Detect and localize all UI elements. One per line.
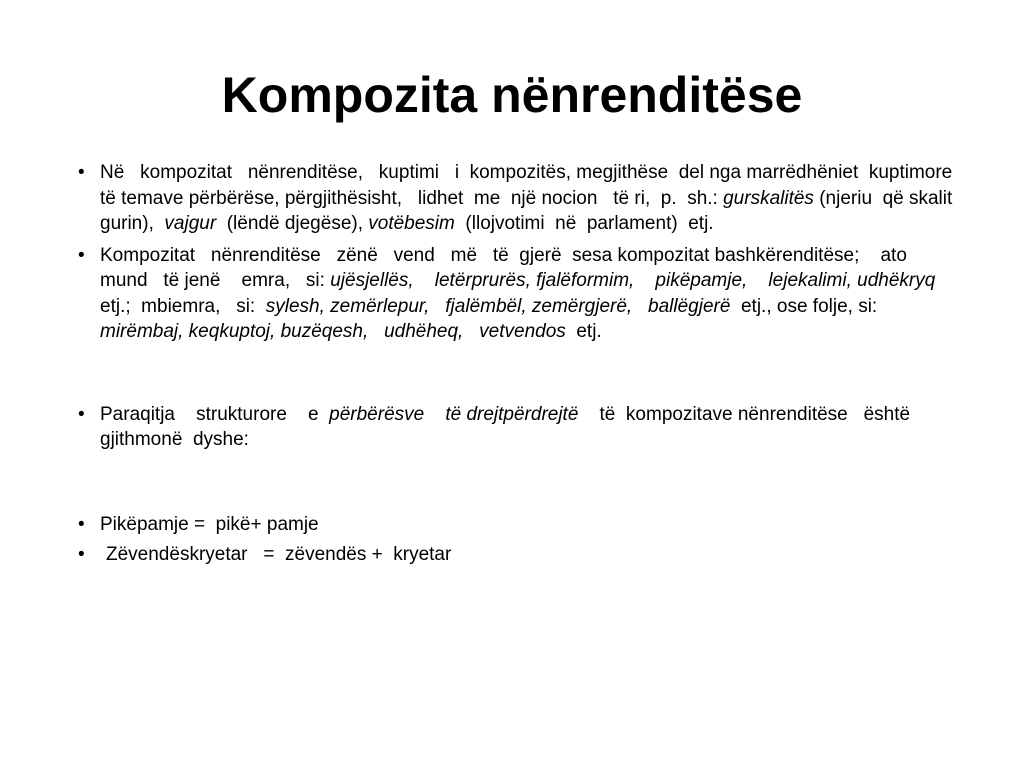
bullet-dot-icon: •	[78, 544, 85, 565]
bullet-item	[78, 542, 958, 568]
bullet-item	[78, 402, 958, 453]
text-segment: etj., ose folje, si:	[730, 295, 883, 317]
bullet-list	[78, 160, 963, 568]
text-segment: të kompozitave nënrenditëse është gjithmonë dyshe:	[100, 403, 916, 450]
bullet-item	[78, 243, 958, 345]
text-segment: Paraqitja strukturore e	[100, 403, 330, 425]
text-segment: (lëndë djegëse),	[216, 213, 369, 234]
italic-term: votëbesim	[368, 213, 455, 234]
slide-title: Kompozita nënrenditëse	[221, 67, 803, 123]
italic-term: mirëmbaj, keqkuptoj, buzëqesh, udhëheq, vetvendos	[100, 321, 566, 342]
text-segment: Pikëpamje = pikë+ pamje	[100, 513, 319, 535]
bullet-dot-icon: •	[78, 244, 85, 266]
italic-term: përbërësve të drejtpërdrejtë	[329, 403, 579, 425]
bullet-text	[100, 160, 963, 237]
text-segment: (njeriu që skalit gurin),	[100, 187, 958, 234]
bullet-dot-icon: •	[78, 513, 85, 535]
italic-term: vajgur	[164, 213, 217, 234]
text-segment: (llojvotimi në parlament) etj.	[454, 213, 714, 234]
bullet-item	[78, 512, 958, 538]
bullet-dot-icon: •	[78, 162, 85, 183]
bullet-item	[78, 160, 963, 237]
italic-term: gurskalitës	[723, 187, 814, 209]
bullet-text	[100, 243, 958, 345]
text-segment: Kompozitat nënrenditëse zënë vend më të gjerë sesa kompozitat bashkërenditëse; ato mund të jenë emra, si:	[100, 244, 923, 291]
bullet-text	[100, 402, 958, 453]
italic-term: ujësjellës, letërprurës, fjalëformim, pikëpamje, lejekalimi, udhëkryq	[330, 270, 936, 291]
text-segment: Zëvendëskryetar = zëvendës + kryetar	[106, 544, 452, 565]
bullet-text	[100, 542, 958, 568]
text-segment: Në kompozitat nënrenditëse, kuptimi i kompozitës, megjithëse del nga marrëdhëniet kuptimore të temave përbërëse, përgjithësisht, lidhet me një nocion të ri, p. sh.:	[100, 162, 963, 209]
bullet-dot-icon: •	[78, 403, 85, 425]
italic-term: sylesh, zemërlepur, fjalëmbël, zemërgjerë, ballëgjerë	[265, 295, 731, 317]
text-segment: etj.; mbiemra, si:	[100, 270, 957, 317]
text-segment: etj.	[565, 321, 602, 342]
bullet-text	[100, 512, 958, 538]
